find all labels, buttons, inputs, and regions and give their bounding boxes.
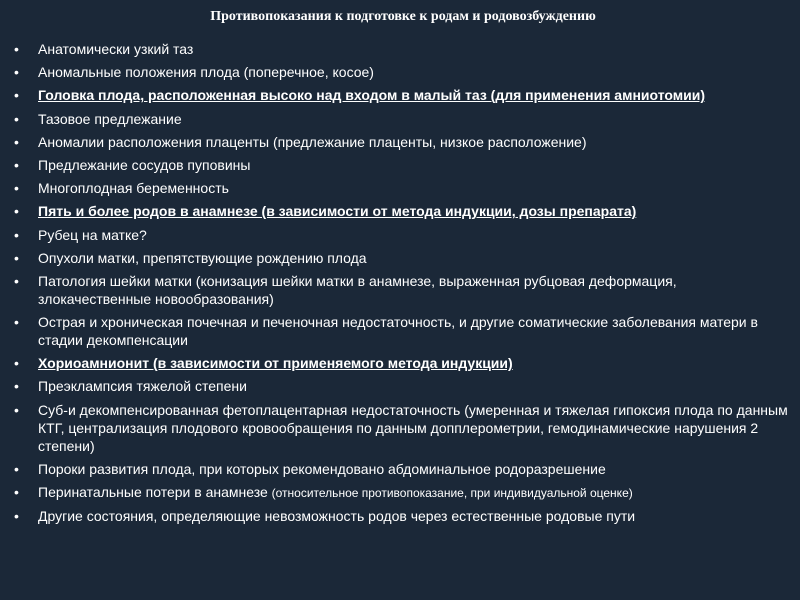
- list-item-text: Рубец на матке?: [38, 226, 147, 243]
- bullet-icon: •: [14, 272, 19, 289]
- bullet-icon: •: [14, 355, 19, 372]
- bullet-icon: •: [14, 133, 19, 150]
- list-item-text: Многоплодная беременность: [38, 180, 229, 197]
- list-item: [14, 401, 792, 455]
- list-item: [14, 483, 792, 502]
- list-item: [14, 313, 792, 349]
- bullet-icon: •: [14, 378, 19, 395]
- list-item-text: Перинатальные потери в анамнезе: [38, 484, 268, 500]
- list-item-text: Тазовое предлежание: [38, 110, 182, 127]
- list-item-text: Опухоли матки, препятствующие рождению плода: [38, 249, 367, 266]
- list-item-text: Другие состояния, определяющие невозможность родов через естественные родовые пути: [38, 508, 636, 525]
- bullet-icon: •: [14, 41, 19, 57]
- list-item-note: (относительное противопоказание, при индивидуальной оценке): [271, 486, 633, 500]
- bullet-icon: •: [14, 110, 19, 127]
- list-item: [14, 460, 792, 478]
- bullet-icon: •: [14, 87, 19, 104]
- list-item-text: Хориоамнионит (в зависимости от применяемого метода индукции): [38, 355, 513, 372]
- list-item: [14, 507, 792, 525]
- list-item: [14, 202, 792, 220]
- list-item: [14, 86, 792, 104]
- list-item: [14, 110, 792, 128]
- list-item: [14, 40, 792, 58]
- list-item: [14, 156, 792, 174]
- list-item-text: Пороки развития плода, при которых рекомендовано абдоминальное родоразрешение: [38, 460, 606, 477]
- bullet-icon: •: [14, 484, 19, 500]
- list-item-text: Предлежание сосудов пуповины: [38, 156, 251, 173]
- bullet-icon: •: [14, 156, 19, 173]
- contraindications-list: [14, 40, 792, 525]
- list-item: [14, 354, 792, 372]
- bullet-icon: •: [14, 64, 19, 81]
- list-item: [14, 179, 792, 197]
- bullet-icon: •: [14, 180, 19, 197]
- bullet-icon: •: [14, 314, 19, 331]
- list-item: [14, 133, 792, 151]
- bullet-icon: •: [14, 203, 19, 220]
- bullet-icon: •: [14, 508, 19, 525]
- bullet-icon: •: [14, 460, 19, 477]
- list-item: [14, 63, 792, 81]
- list-item-text: Суб-и декомпенсированная фетоплацентарная недостаточность (умеренная и тяжелая гипоксия плода по данным КТГ, централизация плодового кровообращения по данным допплерометрии, гемодинамические нарушения 2 степени): [38, 401, 788, 454]
- list-item-text: Патология шейки матки (конизация шейки матки в анамнезе, выраженная рубцовая деформация, злокачественные новообразования): [38, 272, 677, 307]
- bullet-icon: •: [14, 401, 19, 418]
- bullet-icon: •: [14, 226, 19, 243]
- list-item-text: Аномалии расположения плаценты (предлежание плаценты, низкое расположение): [38, 133, 587, 150]
- bullet-icon: •: [14, 249, 19, 266]
- list-item-text: Преэклампсия тяжелой степени: [38, 378, 247, 395]
- list-item-text: Головка плода, расположенная высоко над входом в малый таз (для применения амниотомии): [38, 87, 705, 104]
- list-item-text: Анатомически узкий таз: [38, 41, 194, 57]
- list-item-text: Острая и хроническая почечная и печеночная недостаточность, и другие соматические заболевания матери в стадии декомпенсации: [38, 314, 758, 349]
- list-item: [14, 272, 792, 308]
- list-item-text: Аномальные положения плода (поперечное, косое): [38, 64, 374, 81]
- list-item: [14, 377, 792, 395]
- slide-title: Противопоказания к подготовке к родам и родовозбуждению: [210, 9, 596, 24]
- list-item-text: Пять и более родов в анамнезе (в зависимости от метода индукции, дозы препарата): [38, 203, 637, 220]
- list-item: [14, 249, 792, 267]
- list-item: [14, 226, 792, 244]
